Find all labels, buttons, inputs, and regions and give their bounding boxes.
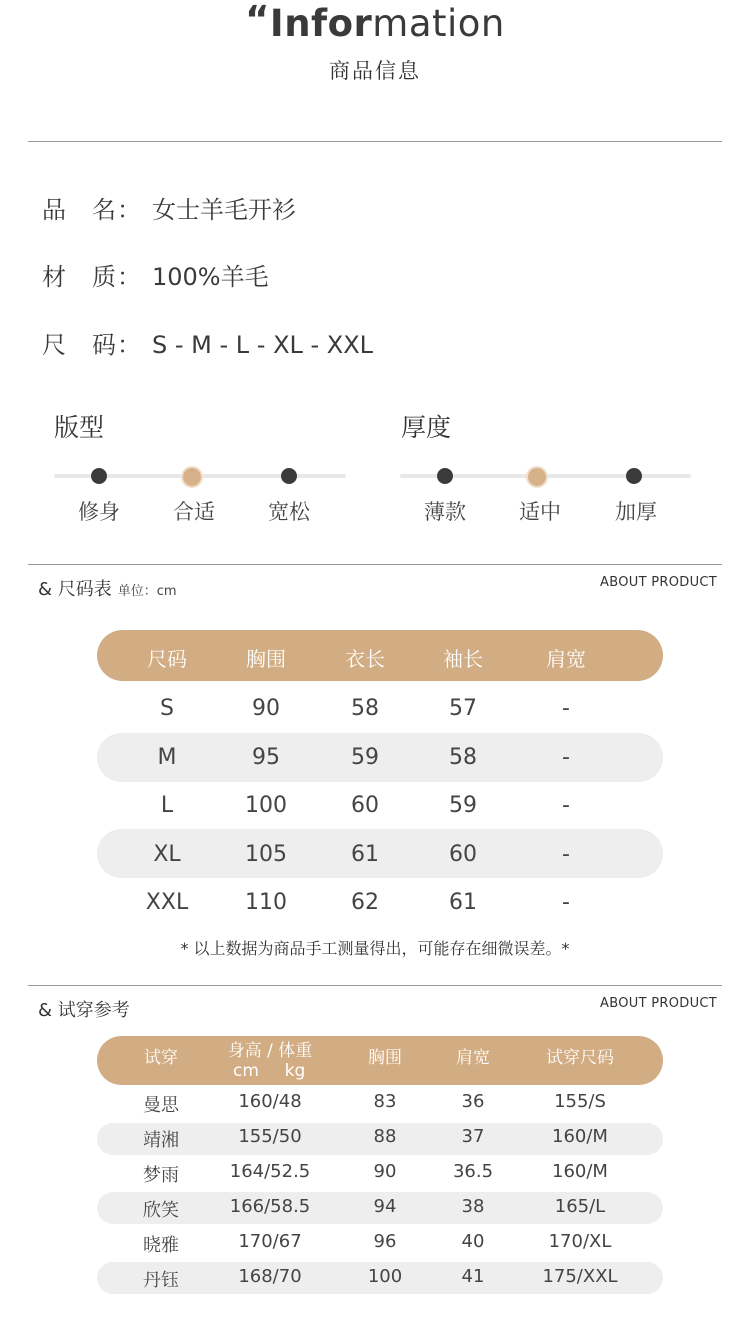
size-unit-label: 单位：cm: [117, 584, 177, 599]
size-table-cell: -: [562, 890, 570, 915]
fit-table-cell: 36: [461, 1091, 485, 1112]
size-table-cell: 59: [449, 793, 477, 818]
size-table-cell: XXL: [145, 890, 189, 915]
size-table-cell: -: [562, 696, 570, 721]
size-table-cell: 59: [351, 744, 379, 770]
thickness-scale-dot-3: [626, 468, 642, 484]
fit-option-label: 合适: [173, 500, 215, 524]
info-row-name: [42, 190, 296, 225]
size-table-cell: 61: [449, 890, 477, 915]
size-table-header-cell: 尺码: [147, 647, 187, 671]
size-table-cell: 61: [351, 841, 379, 867]
size-table-cell: 58: [351, 696, 379, 721]
size-section-about-label: ABOUT PRODUCT: [600, 575, 717, 590]
fit-table-header-cell: 肩宽: [456, 1048, 490, 1068]
size-table-cell: 58: [449, 744, 477, 770]
thickness-option-label: 薄款: [424, 500, 466, 524]
fit-table-cell: 83: [373, 1091, 397, 1112]
fit-table-cell: 175/XXL: [542, 1266, 618, 1287]
fit-table-header-cell: 身高 / 体重: [227, 1041, 313, 1061]
size-table-header-cell: 袖长: [443, 647, 483, 671]
size-table-cell: 110: [245, 890, 287, 915]
thickness-option-label: 加厚: [615, 500, 657, 524]
title-bold-part: Infor: [269, 2, 373, 45]
info-row-material: [42, 257, 269, 292]
fit-table-cell: 170/XL: [548, 1231, 612, 1252]
fit-table-cell: 100: [367, 1266, 403, 1287]
info-value: 100%羊毛: [152, 263, 269, 291]
fit-table-header-cell: 试穿: [144, 1048, 178, 1068]
fit-table-cell: 90: [373, 1161, 397, 1182]
fit-table-cell: 160/M: [552, 1161, 608, 1182]
weight-unit-label: kg: [284, 1061, 306, 1081]
size-table-cell: 60: [351, 793, 379, 818]
size-section-title-text: & 尺码表: [38, 579, 112, 600]
fit-table-cell: 94: [373, 1196, 397, 1217]
fit-table-cell: 160/48: [238, 1091, 302, 1112]
info-value: S - M - L - XL - XXL: [152, 331, 374, 359]
size-table-cell: 60: [449, 841, 477, 867]
thickness-scale-dot-1: [437, 468, 453, 484]
fit-table-header-cell: 胸围: [368, 1048, 402, 1068]
title-light-part: mation: [372, 2, 505, 45]
fit-table-cell: 曼思: [143, 1095, 179, 1116]
fit-section-about-label: ABOUT PRODUCT: [600, 996, 717, 1011]
fit-table-cell: 155/50: [238, 1126, 302, 1147]
fit-scale-dot-selected: [181, 466, 203, 488]
size-table-cell: XL: [153, 841, 181, 867]
fit-table-cell: 38: [461, 1196, 485, 1217]
fit-section-divider: [28, 985, 722, 986]
info-row-size: [42, 325, 373, 360]
thickness-scale-dot-selected: [526, 466, 548, 488]
size-table-note: * 以上数据为商品手工测量得出，可能存在细微误差。*: [180, 939, 570, 958]
info-label: 材 质：: [42, 263, 142, 291]
page-subtitle: 商品信息: [329, 59, 421, 83]
size-table-cell: 90: [252, 696, 280, 721]
info-label: 尺 码：: [42, 331, 142, 359]
size-table-cell: -: [562, 744, 570, 770]
size-table-cell: 95: [252, 744, 280, 770]
fit-table-cell: 37: [461, 1126, 485, 1147]
size-table-cell: 57: [449, 696, 477, 721]
fit-scale-dot-3: [281, 468, 297, 484]
size-table-cell: 62: [351, 890, 379, 915]
size-table-header-cell: 胸围: [246, 647, 286, 671]
fit-table-cell: 36.5: [452, 1161, 494, 1182]
size-table-header-cell: 肩宽: [546, 647, 586, 671]
fit-table-cell: 170/67: [238, 1231, 302, 1252]
size-table-cell: S: [160, 696, 174, 721]
title-quote-mark: “: [245, 0, 270, 41]
thickness-scale-title: 厚度: [401, 413, 452, 442]
fit-option-label: 宽松: [268, 500, 310, 524]
size-table-header-cell: 衣长: [345, 647, 385, 671]
fit-table-cell: 晓雅: [143, 1235, 179, 1256]
thickness-option-label: 适中: [519, 500, 561, 524]
size-table-cell: 100: [245, 793, 287, 818]
fit-table-cell: 88: [373, 1126, 397, 1147]
size-table-cell: 105: [245, 841, 287, 867]
fit-table-cell: 96: [373, 1231, 397, 1252]
info-value: 女士羊毛开衫: [152, 196, 296, 224]
fit-table-cell: 168/70: [238, 1266, 302, 1287]
fit-scale-title: 版型: [54, 413, 105, 442]
fit-table-cell: 欣笑: [143, 1200, 179, 1221]
size-table-cell: M: [157, 744, 177, 770]
height-unit-label: cm: [233, 1061, 259, 1081]
fit-option-label: 修身: [78, 500, 120, 524]
fit-table-cell: 靖湘: [143, 1130, 179, 1151]
fit-table-cell: 40: [461, 1231, 485, 1252]
size-section-divider: [28, 564, 722, 565]
fit-table-cell: 155/S: [554, 1091, 606, 1112]
fit-table-cell: 166/58.5: [229, 1196, 311, 1217]
size-table-cell: -: [562, 793, 570, 818]
size-table-cell: L: [160, 793, 174, 818]
fit-table-header-cell: 试穿尺码: [546, 1048, 614, 1068]
fit-table-cell: 160/M: [552, 1126, 608, 1147]
size-section-title: [38, 575, 177, 601]
fit-table-cell: 丹钰: [143, 1270, 179, 1291]
fit-table-cell: 164/52.5: [229, 1161, 311, 1182]
fit-table-cell: 梦雨: [143, 1165, 179, 1186]
size-table-cell: -: [562, 841, 570, 867]
header-divider: [28, 141, 722, 142]
info-label: 品 名：: [42, 196, 142, 224]
fit-scale-dot-1: [91, 468, 107, 484]
fit-section-title: & 试穿参考: [38, 1000, 130, 1021]
fit-table-cell: 165/L: [554, 1196, 606, 1217]
page-title: [0, 2, 750, 45]
fit-table-cell: 41: [461, 1266, 485, 1287]
